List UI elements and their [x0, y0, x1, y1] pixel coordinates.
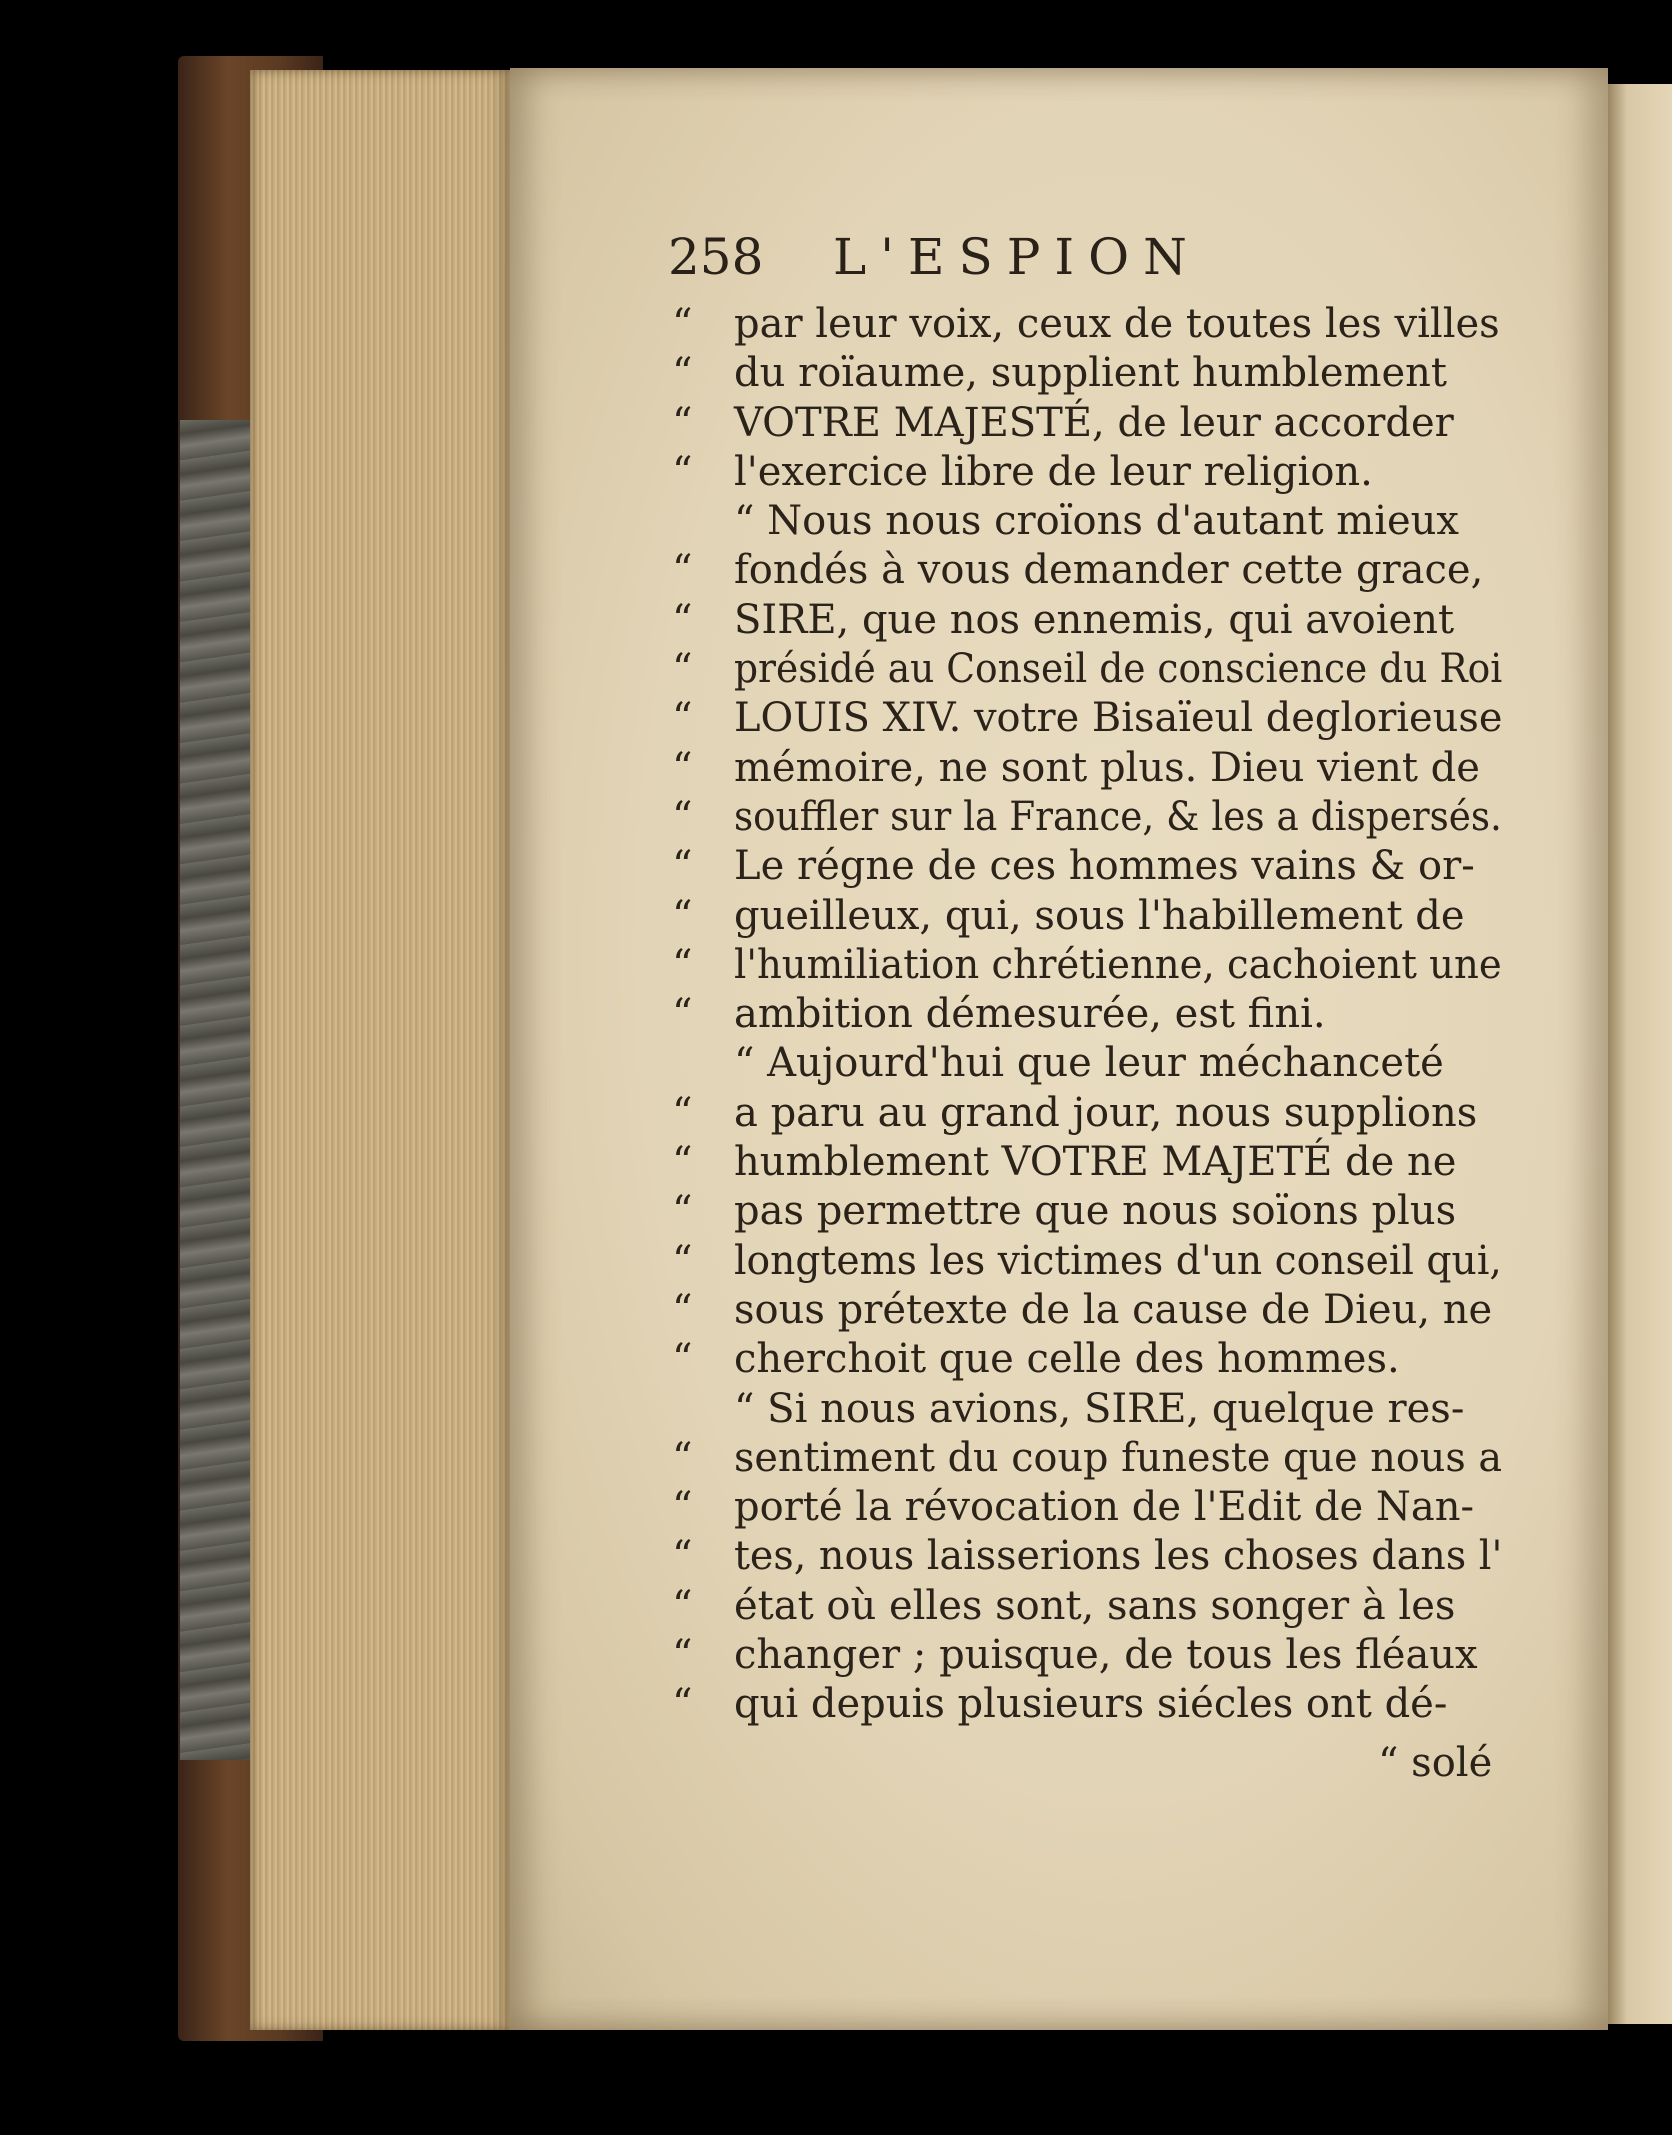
- line-text: mémoire, ne sont plus. Dieu vient de: [734, 744, 1480, 791]
- text-line: [672, 1532, 1502, 1581]
- line-text: l'exercice libre de leur religion.: [734, 448, 1373, 495]
- text-line: [672, 793, 1502, 842]
- quote-mark: “: [672, 1237, 693, 1284]
- line-text: sentiment du coup funeste que nous a: [734, 1434, 1503, 1481]
- line-text: présidé au Conseil de conscience du Roi: [734, 646, 1503, 693]
- line-text: tes, nous laisserions les choses dans l': [734, 1533, 1503, 1580]
- text-line: [672, 1138, 1502, 1187]
- text-line: [672, 1237, 1502, 1286]
- line-text: l'humiliation chrétienne, cachoient une: [734, 941, 1502, 988]
- line-text: a paru au grand jour, nous supplions: [734, 1089, 1478, 1136]
- quote-mark: “: [672, 596, 693, 643]
- quote-mark: “: [672, 991, 693, 1038]
- line-text: fondés à vous demander cette grace,: [734, 547, 1484, 594]
- quote-mark: “: [672, 1582, 693, 1629]
- quote-mark: “: [672, 350, 693, 397]
- text-line: [672, 1385, 1502, 1434]
- text-line: [672, 694, 1502, 743]
- text-line: [672, 645, 1502, 694]
- line-text: ambition démesurée, est fini.: [734, 991, 1326, 1038]
- text-line: [672, 1335, 1502, 1384]
- line-text: qui depuis plusieurs siécles ont dé-: [734, 1681, 1448, 1728]
- line-text: Le régne de ces hommes vains & or-: [734, 843, 1475, 890]
- line-text: porté la révocation de l'Edit de Nan-: [734, 1484, 1475, 1531]
- quote-mark: “: [672, 1484, 693, 1531]
- quote-mark: “: [672, 695, 693, 742]
- quote-mark: “: [672, 1434, 693, 1481]
- text-line: [672, 448, 1502, 497]
- text-line: [672, 892, 1502, 941]
- quote-mark: “: [672, 301, 693, 347]
- text-line: [672, 1434, 1502, 1483]
- text-line: [672, 349, 1502, 398]
- text-line: [672, 596, 1502, 645]
- line-text: longtems les victimes d'un conseil qui,: [734, 1237, 1502, 1284]
- line-text: “ Nous nous croïons d'autant mieux: [734, 498, 1459, 545]
- quote-mark: “: [672, 744, 693, 791]
- line-text: LOUIS XIV. votre Bisaïeul deglorieuse: [734, 695, 1503, 742]
- text-line: [672, 1286, 1502, 1335]
- marbled-board: [180, 420, 252, 1760]
- quote-mark: “: [672, 941, 693, 988]
- line-text: état où elles sont, sans songer à les: [734, 1582, 1456, 1629]
- line-text: “ Si nous avions, SIRE, quelque res-: [734, 1385, 1465, 1432]
- text-line: [672, 497, 1502, 546]
- line-text: du roïaume, supplient humblement: [734, 350, 1447, 397]
- text-line: [672, 842, 1502, 891]
- quote-mark: “: [672, 646, 693, 693]
- quote-mark: “: [672, 1188, 693, 1235]
- line-text: “ Aujourd'hui que leur méchanceté: [734, 1040, 1444, 1087]
- running-head: L'ESPION: [833, 228, 1201, 286]
- quote-mark: “: [672, 793, 693, 840]
- catchword: “ solé: [1378, 1740, 1493, 1786]
- quote-mark: “: [672, 547, 693, 594]
- text-line: [672, 1680, 1502, 1729]
- text-line: [672, 1187, 1502, 1236]
- quote-mark: “: [672, 1286, 693, 1333]
- line-text: SIRE, que nos ennemis, qui avoient: [734, 596, 1455, 643]
- line-text: humblement VOTRE MAJETÉ de ne: [734, 1139, 1457, 1186]
- text-line: [672, 990, 1502, 1039]
- text-line: [672, 941, 1502, 990]
- text-line: [672, 1483, 1502, 1532]
- quote-mark: “: [672, 892, 693, 939]
- page-number: 258: [668, 228, 764, 286]
- text-line: [672, 1089, 1502, 1138]
- facing-page-edge: [1608, 84, 1672, 2024]
- text-line: [672, 546, 1502, 595]
- line-text: souffler sur la France, & les a dispersés.: [734, 793, 1502, 840]
- line-text: par leur voix, ceux de toutes les villes: [734, 301, 1500, 347]
- line-text: VOTRE MAJESTÉ, de leur accorder: [734, 399, 1454, 446]
- quote-mark: “: [672, 399, 693, 446]
- quote-mark: “: [672, 1533, 693, 1580]
- line-text: gueilleux, qui, sous l'habillement de: [734, 892, 1465, 939]
- quote-mark: “: [672, 1139, 693, 1186]
- line-text: cherchoit que celle des hommes.: [734, 1336, 1400, 1383]
- body-text: [672, 300, 1502, 1730]
- line-text: changer ; puisque, de tous les fléaux: [734, 1632, 1478, 1679]
- page-header: [668, 228, 1488, 298]
- quote-mark: “: [672, 1632, 693, 1679]
- quote-mark: “: [672, 1336, 693, 1383]
- text-line: [672, 1631, 1502, 1680]
- quote-mark: “: [672, 1681, 693, 1728]
- quote-mark: “: [672, 448, 693, 495]
- line-text: sous prétexte de la cause de Dieu, ne: [734, 1286, 1493, 1333]
- text-line: [672, 1039, 1502, 1088]
- line-text: pas permettre que nous soïons plus: [734, 1188, 1457, 1235]
- quote-mark: “: [672, 843, 693, 890]
- text-line: [672, 1582, 1502, 1631]
- text-line: [672, 399, 1502, 448]
- quote-mark: “: [672, 1089, 693, 1136]
- text-line: [672, 300, 1502, 349]
- page-edges: [250, 70, 512, 2030]
- text-line: [672, 744, 1502, 793]
